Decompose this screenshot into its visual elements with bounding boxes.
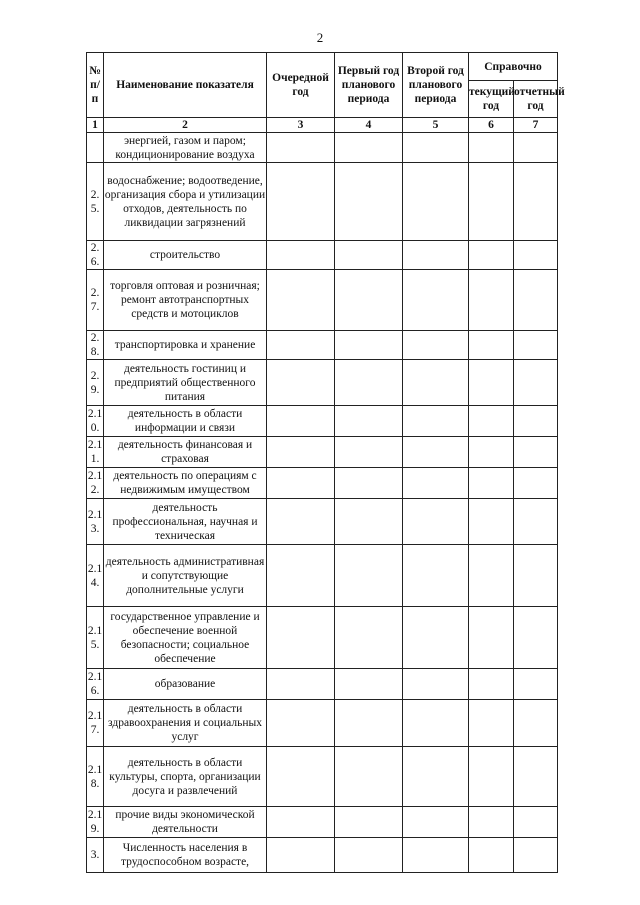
row-number: 2.10. xyxy=(87,406,104,437)
indicator-name: водоснабжение; водоотведение, организация сбора и утилизации отходов, деятельность по ликвидации загрязнений xyxy=(104,163,267,241)
plan-year-1-cell[interactable] xyxy=(335,270,403,331)
current-year-cell[interactable] xyxy=(469,270,514,331)
plan-year-1-cell[interactable] xyxy=(335,133,403,163)
plan-year-2-cell[interactable] xyxy=(403,607,469,669)
report-year-cell[interactable] xyxy=(514,270,558,331)
row-number: 3. xyxy=(87,838,104,873)
plan-year-1-cell[interactable] xyxy=(335,331,403,360)
next-year-cell[interactable] xyxy=(267,331,335,360)
plan-year-2-cell[interactable] xyxy=(403,747,469,807)
row-number: 2.6. xyxy=(87,241,104,270)
plan-year-1-cell[interactable] xyxy=(335,607,403,669)
plan-year-2-cell[interactable] xyxy=(403,468,469,499)
table-row xyxy=(87,499,558,545)
current-year-cell[interactable] xyxy=(469,163,514,241)
table-row xyxy=(87,669,558,700)
report-year-cell[interactable] xyxy=(514,406,558,437)
plan-year-2-cell[interactable] xyxy=(403,241,469,270)
plan-year-1-cell[interactable] xyxy=(335,545,403,607)
current-year-cell[interactable] xyxy=(469,700,514,747)
next-year-cell[interactable] xyxy=(267,406,335,437)
plan-year-2-cell[interactable] xyxy=(403,437,469,468)
column-index: 4 xyxy=(335,118,403,133)
plan-year-1-cell[interactable] xyxy=(335,747,403,807)
indicator-name: транспортировка и хранение xyxy=(104,331,267,360)
header-reference: Справочно xyxy=(469,53,558,81)
plan-year-1-cell[interactable] xyxy=(335,406,403,437)
current-year-cell[interactable] xyxy=(469,669,514,700)
table-row xyxy=(87,360,558,406)
plan-year-1-cell[interactable] xyxy=(335,807,403,838)
next-year-cell[interactable] xyxy=(267,270,335,331)
indicator-name: образование xyxy=(104,669,267,700)
table-row xyxy=(87,241,558,270)
header-current-year: текущий год xyxy=(469,81,514,118)
row-number: 2.11. xyxy=(87,437,104,468)
indicator-name: деятельность гостиниц и предприятий общественного питания xyxy=(104,360,267,406)
report-year-cell[interactable] xyxy=(514,607,558,669)
report-year-cell[interactable] xyxy=(514,669,558,700)
report-year-cell[interactable] xyxy=(514,437,558,468)
indicator-name: энергией, газом и паром; кондиционирование воздуха xyxy=(104,133,267,163)
row-number xyxy=(87,133,104,163)
plan-year-2-cell[interactable] xyxy=(403,331,469,360)
next-year-cell[interactable] xyxy=(267,700,335,747)
indicator-name: деятельность в области здравоохранения и социальных услуг xyxy=(104,700,267,747)
indicator-name: строительство xyxy=(104,241,267,270)
indicators-table xyxy=(86,52,565,873)
row-number: 2.18. xyxy=(87,747,104,807)
current-year-cell[interactable] xyxy=(469,406,514,437)
header-plan-year-1: Первый год планового периода xyxy=(335,53,403,118)
plan-year-1-cell[interactable] xyxy=(335,437,403,468)
current-year-cell[interactable] xyxy=(469,838,514,873)
plan-year-2-cell[interactable] xyxy=(403,499,469,545)
table-row xyxy=(87,406,558,437)
report-year-cell[interactable] xyxy=(514,360,558,406)
indicator-name: Численность населения в трудоспособном возрасте, xyxy=(104,838,267,873)
table-row xyxy=(87,331,558,360)
row-number: 2.13. xyxy=(87,499,104,545)
report-year-cell[interactable] xyxy=(514,807,558,838)
plan-year-1-cell[interactable] xyxy=(335,241,403,270)
table-row xyxy=(87,607,558,669)
table-row xyxy=(87,133,558,163)
row-number: 2.12. xyxy=(87,468,104,499)
next-year-cell[interactable] xyxy=(267,468,335,499)
next-year-cell[interactable] xyxy=(267,499,335,545)
report-year-cell[interactable] xyxy=(514,545,558,607)
column-index-row xyxy=(87,118,558,133)
row-number: 2.16. xyxy=(87,669,104,700)
plan-year-2-cell[interactable] xyxy=(403,133,469,163)
column-index: 1 xyxy=(87,118,104,133)
plan-year-2-cell[interactable] xyxy=(403,270,469,331)
column-index: 5 xyxy=(403,118,469,133)
column-index: 7 xyxy=(514,118,558,133)
indicator-name: государственное управление и обеспечение военной безопасности; социальное обеспечение xyxy=(104,607,267,669)
row-number: 2.17. xyxy=(87,700,104,747)
column-index: 2 xyxy=(104,118,267,133)
page-number: 2 xyxy=(316,30,324,45)
table-row xyxy=(87,545,558,607)
row-number: 2.5. xyxy=(87,163,104,241)
column-index: 6 xyxy=(469,118,514,133)
current-year-cell[interactable] xyxy=(469,545,514,607)
next-year-cell[interactable] xyxy=(267,360,335,406)
next-year-cell[interactable] xyxy=(267,747,335,807)
column-index: 3 xyxy=(267,118,335,133)
plan-year-2-cell[interactable] xyxy=(403,406,469,437)
table-row xyxy=(87,437,558,468)
table-row xyxy=(87,270,558,331)
report-year-cell[interactable] xyxy=(514,163,558,241)
plan-year-1-cell[interactable] xyxy=(335,360,403,406)
plan-year-1-cell[interactable] xyxy=(335,838,403,873)
row-number: 2.9. xyxy=(87,360,104,406)
indicator-name: деятельность профессиональная, научная и техническая xyxy=(104,499,267,545)
table-row xyxy=(87,163,558,241)
report-year-cell[interactable] xyxy=(514,838,558,873)
current-year-cell[interactable] xyxy=(469,331,514,360)
current-year-cell[interactable] xyxy=(469,133,514,163)
report-year-cell[interactable] xyxy=(514,499,558,545)
table-row xyxy=(87,838,558,873)
table-row xyxy=(87,700,558,747)
current-year-cell[interactable] xyxy=(469,607,514,669)
indicator-name: деятельность административная и сопутствующие дополнительные услуги xyxy=(104,545,267,607)
next-year-cell[interactable] xyxy=(267,437,335,468)
header-name: Наименование показателя xyxy=(104,53,267,118)
table-row xyxy=(87,807,558,838)
plan-year-2-cell[interactable] xyxy=(403,807,469,838)
row-number: 2.15. xyxy=(87,607,104,669)
indicator-name: деятельность по операциям с недвижимым имуществом xyxy=(104,468,267,499)
plan-year-1-cell[interactable] xyxy=(335,669,403,700)
report-year-cell[interactable] xyxy=(514,468,558,499)
plan-year-2-cell[interactable] xyxy=(403,545,469,607)
current-year-cell[interactable] xyxy=(469,747,514,807)
indicator-name: деятельность в области культуры, спорта, организации досуга и развлечений xyxy=(104,747,267,807)
plan-year-1-cell[interactable] xyxy=(335,468,403,499)
plan-year-2-cell[interactable] xyxy=(403,360,469,406)
next-year-cell[interactable] xyxy=(267,807,335,838)
report-year-cell[interactable] xyxy=(514,133,558,163)
current-year-cell[interactable] xyxy=(469,807,514,838)
plan-year-2-cell[interactable] xyxy=(403,669,469,700)
table-row xyxy=(87,468,558,499)
next-year-cell[interactable] xyxy=(267,133,335,163)
current-year-cell[interactable] xyxy=(469,241,514,270)
plan-year-2-cell[interactable] xyxy=(403,838,469,873)
table-row xyxy=(87,747,558,807)
current-year-cell[interactable] xyxy=(469,468,514,499)
indicator-name: деятельность финансовая и страховая xyxy=(104,437,267,468)
header-next-year: Очередной год xyxy=(267,53,335,118)
indicator-name: торговля оптовая и розничная; ремонт автотранспортных средств и мотоциклов xyxy=(104,270,267,331)
indicator-name: прочие виды экономической деятельности xyxy=(104,807,267,838)
current-year-cell[interactable] xyxy=(469,437,514,468)
next-year-cell[interactable] xyxy=(267,607,335,669)
plan-year-2-cell[interactable] xyxy=(403,700,469,747)
report-year-cell[interactable] xyxy=(514,241,558,270)
next-year-cell[interactable] xyxy=(267,838,335,873)
indicator-name: деятельность в области информации и связи xyxy=(104,406,267,437)
plan-year-1-cell[interactable] xyxy=(335,700,403,747)
header-num: № п/п xyxy=(87,53,104,118)
report-year-cell[interactable] xyxy=(514,331,558,360)
table-body xyxy=(87,133,558,873)
report-year-cell[interactable] xyxy=(514,700,558,747)
row-number: 2.8. xyxy=(87,331,104,360)
next-year-cell[interactable] xyxy=(267,163,335,241)
current-year-cell[interactable] xyxy=(469,360,514,406)
current-year-cell[interactable] xyxy=(469,499,514,545)
header-plan-year-2: Второй год планового периода xyxy=(403,53,469,118)
plan-year-1-cell[interactable] xyxy=(335,163,403,241)
report-year-cell[interactable] xyxy=(514,747,558,807)
row-number: 2.7. xyxy=(87,270,104,331)
next-year-cell[interactable] xyxy=(267,241,335,270)
next-year-cell[interactable] xyxy=(267,545,335,607)
header-report-year: отчетный год xyxy=(514,81,558,118)
next-year-cell[interactable] xyxy=(267,669,335,700)
plan-year-2-cell[interactable] xyxy=(403,163,469,241)
row-number: 2.19. xyxy=(87,807,104,838)
plan-year-1-cell[interactable] xyxy=(335,499,403,545)
row-number: 2.14. xyxy=(87,545,104,607)
